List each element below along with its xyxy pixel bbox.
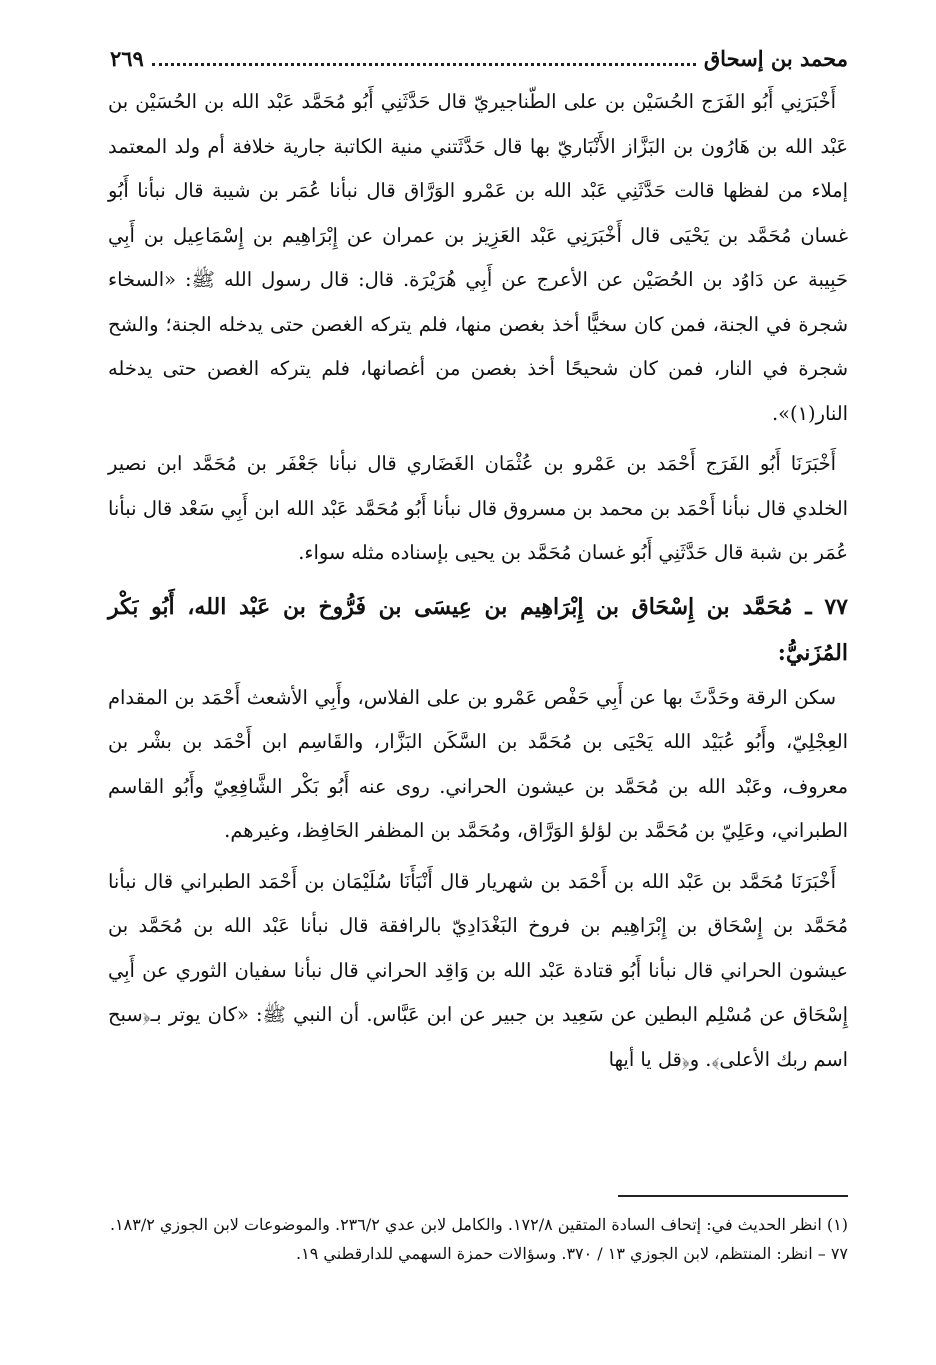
- paragraph-biography: سكن الرقة وحَدَّثَ بها عن أَبِي حَفْص عَمْرو بن على الفلاس، وأَبِي الأشعث أَحْمَد بن المقدام العِجْلِيّ، وأَبُو عُبَيْد الله يَحْيَى بن مُحَمَّد بن السَّكَن البَزَّار، والقَاسِم ابن أَحْمَد بن بشْر بن معروف، وعَبْد الله بن مُحَمَّد بن عيشون الحراني. روى عنه أَبُو بَكْر الشَّافِعِيّ وأَبُو القاسم الطبراني، وعَلِيّ بن مُحَمَّد بن لؤلؤ الوَرَّاق، ومُحَمَّد بن المظفر الحَافِظ، وغيرهم.: [108, 685, 848, 842]
- footnote-77: ٧٧ – انظر: المنتظم، لابن الجوزي ١٣ / ٣٧٠. وسؤالات حمزة السهمي للدارقطني ١٩.: [296, 1244, 848, 1263]
- paragraph-second-chain: أَخْبَرَنَا أَبُو الفَرَج أَحْمَد بن عَمْرو بن عُثْمَان الغَضَاري قال نبأنا جَعْفَر بن مُحَمَّد ابن نصير الخلدي قال نبأنا أَحْمَد بن محمد بن مسروق قال نبأنا أَبُو مُحَمَّد عَبْد الله ابن أَبِي سَعْد قال نبأنا عُمَر بن شبة قال حَدَّثَنِي أَبُو غسان مُحَمَّد بن يحيى بإسناده مثله سواء.: [108, 452, 848, 564]
- main-text: [108, 80, 848, 1082]
- biography-heading: ٧٧ ـ مُحَمَّد بن إِسْحَاق بن إِبْرَاهِيم بن عِيسَى بن فَرُّوخ بن عَبْد الله، أَبُو بَكْر المُزَنيُّ:: [108, 593, 848, 666]
- paragraph-hadith-generosity: أَخْبَرَنِي أَبُو الفَرَج الحُسَيْن بن على الطّناجيريّ قال حَدَّثَنِي أَبُو مُحَمَّد عَبْد الله بن الحُسَيْن بن عَبْد الله بن هَارُون بن البَزَّاز الأَنْبَاريّ بها قال حَدَّثَتني منية الكاتبة جارية خلافة أم ولد المعتمد إملاء من لفظها قالت حَدَّثَنِي عَبْد الله بن عَمْرو الوَرَّاق قال نبأنا عُمَر بن شيبة قال نبأنا أَبُو غسان مُحَمَّد بن يَحْيَى قال أَخْبَرَنِي عَبْد العَزِيز بن عمران عن إِبْرَاهِيم بن إِسْمَاعِيل بن أَبِي حَبِيبة عن دَاوُد بن الحُصَيْن عن الأعرج عن أَبِي هُرَيْرَة. قال: قال رسول الله ﷺ: «السخاء شجرة في الجنة، فمن كان سخيًّا أخذ بغصن منها، فلم يتركه الغصن حتى يدخله الجنة؛ والشح شجرة في النار، فمن كان شحيحًا أخذ بغصن من أغصانها، فلم يتركه الغصن حتى يدخله النار(١)».: [108, 90, 848, 425]
- header-dot-leader: [152, 63, 696, 66]
- running-title: محمد بن إسحاق: [703, 45, 848, 71]
- page-header: [110, 40, 848, 76]
- footnote-1: (١) انظر الحديث في: إتحاف السادة المتقين ١٧٢/٨. والكامل لابن عدي ٢٣٦/٢. والموضوعات لابن الجوزي ١٨٣/٢.: [109, 1215, 848, 1234]
- footnote-separator: [618, 1195, 848, 1197]
- page-number: ٢٦٩: [110, 45, 144, 71]
- paragraph-hadith-witr: أَخْبَرَنَا مُحَمَّد بن عَبْد الله بن أَحْمَد بن شهريار قال أَنْبَأَنَا سُلَيْمَان بن أَحْمَد الطبراني قال نبأنا مُحَمَّد بن إِسْحَاق بن إِبْرَاهِيم بن فروخ البَغْدَادِيّ بالرافقة قال نبأنا عَبْد الله بن مُحَمَّد بن عيشون الحراني قال نبأنا أَبُو قتادة عَبْد الله بن وَاقِد الحراني قال نبأنا سفيان الثوري عن أَبِي إِسْحَاق عن مُسْلِم البطين عن سَعِيد بن جبير عن ابن عَبَّاس. أن النبي ﷺ: «كان يوتر بـ﴿سبح اسم ربك الأعلى﴾. و﴿قل يا أيها: [108, 869, 848, 1071]
- footnotes: [108, 1210, 848, 1268]
